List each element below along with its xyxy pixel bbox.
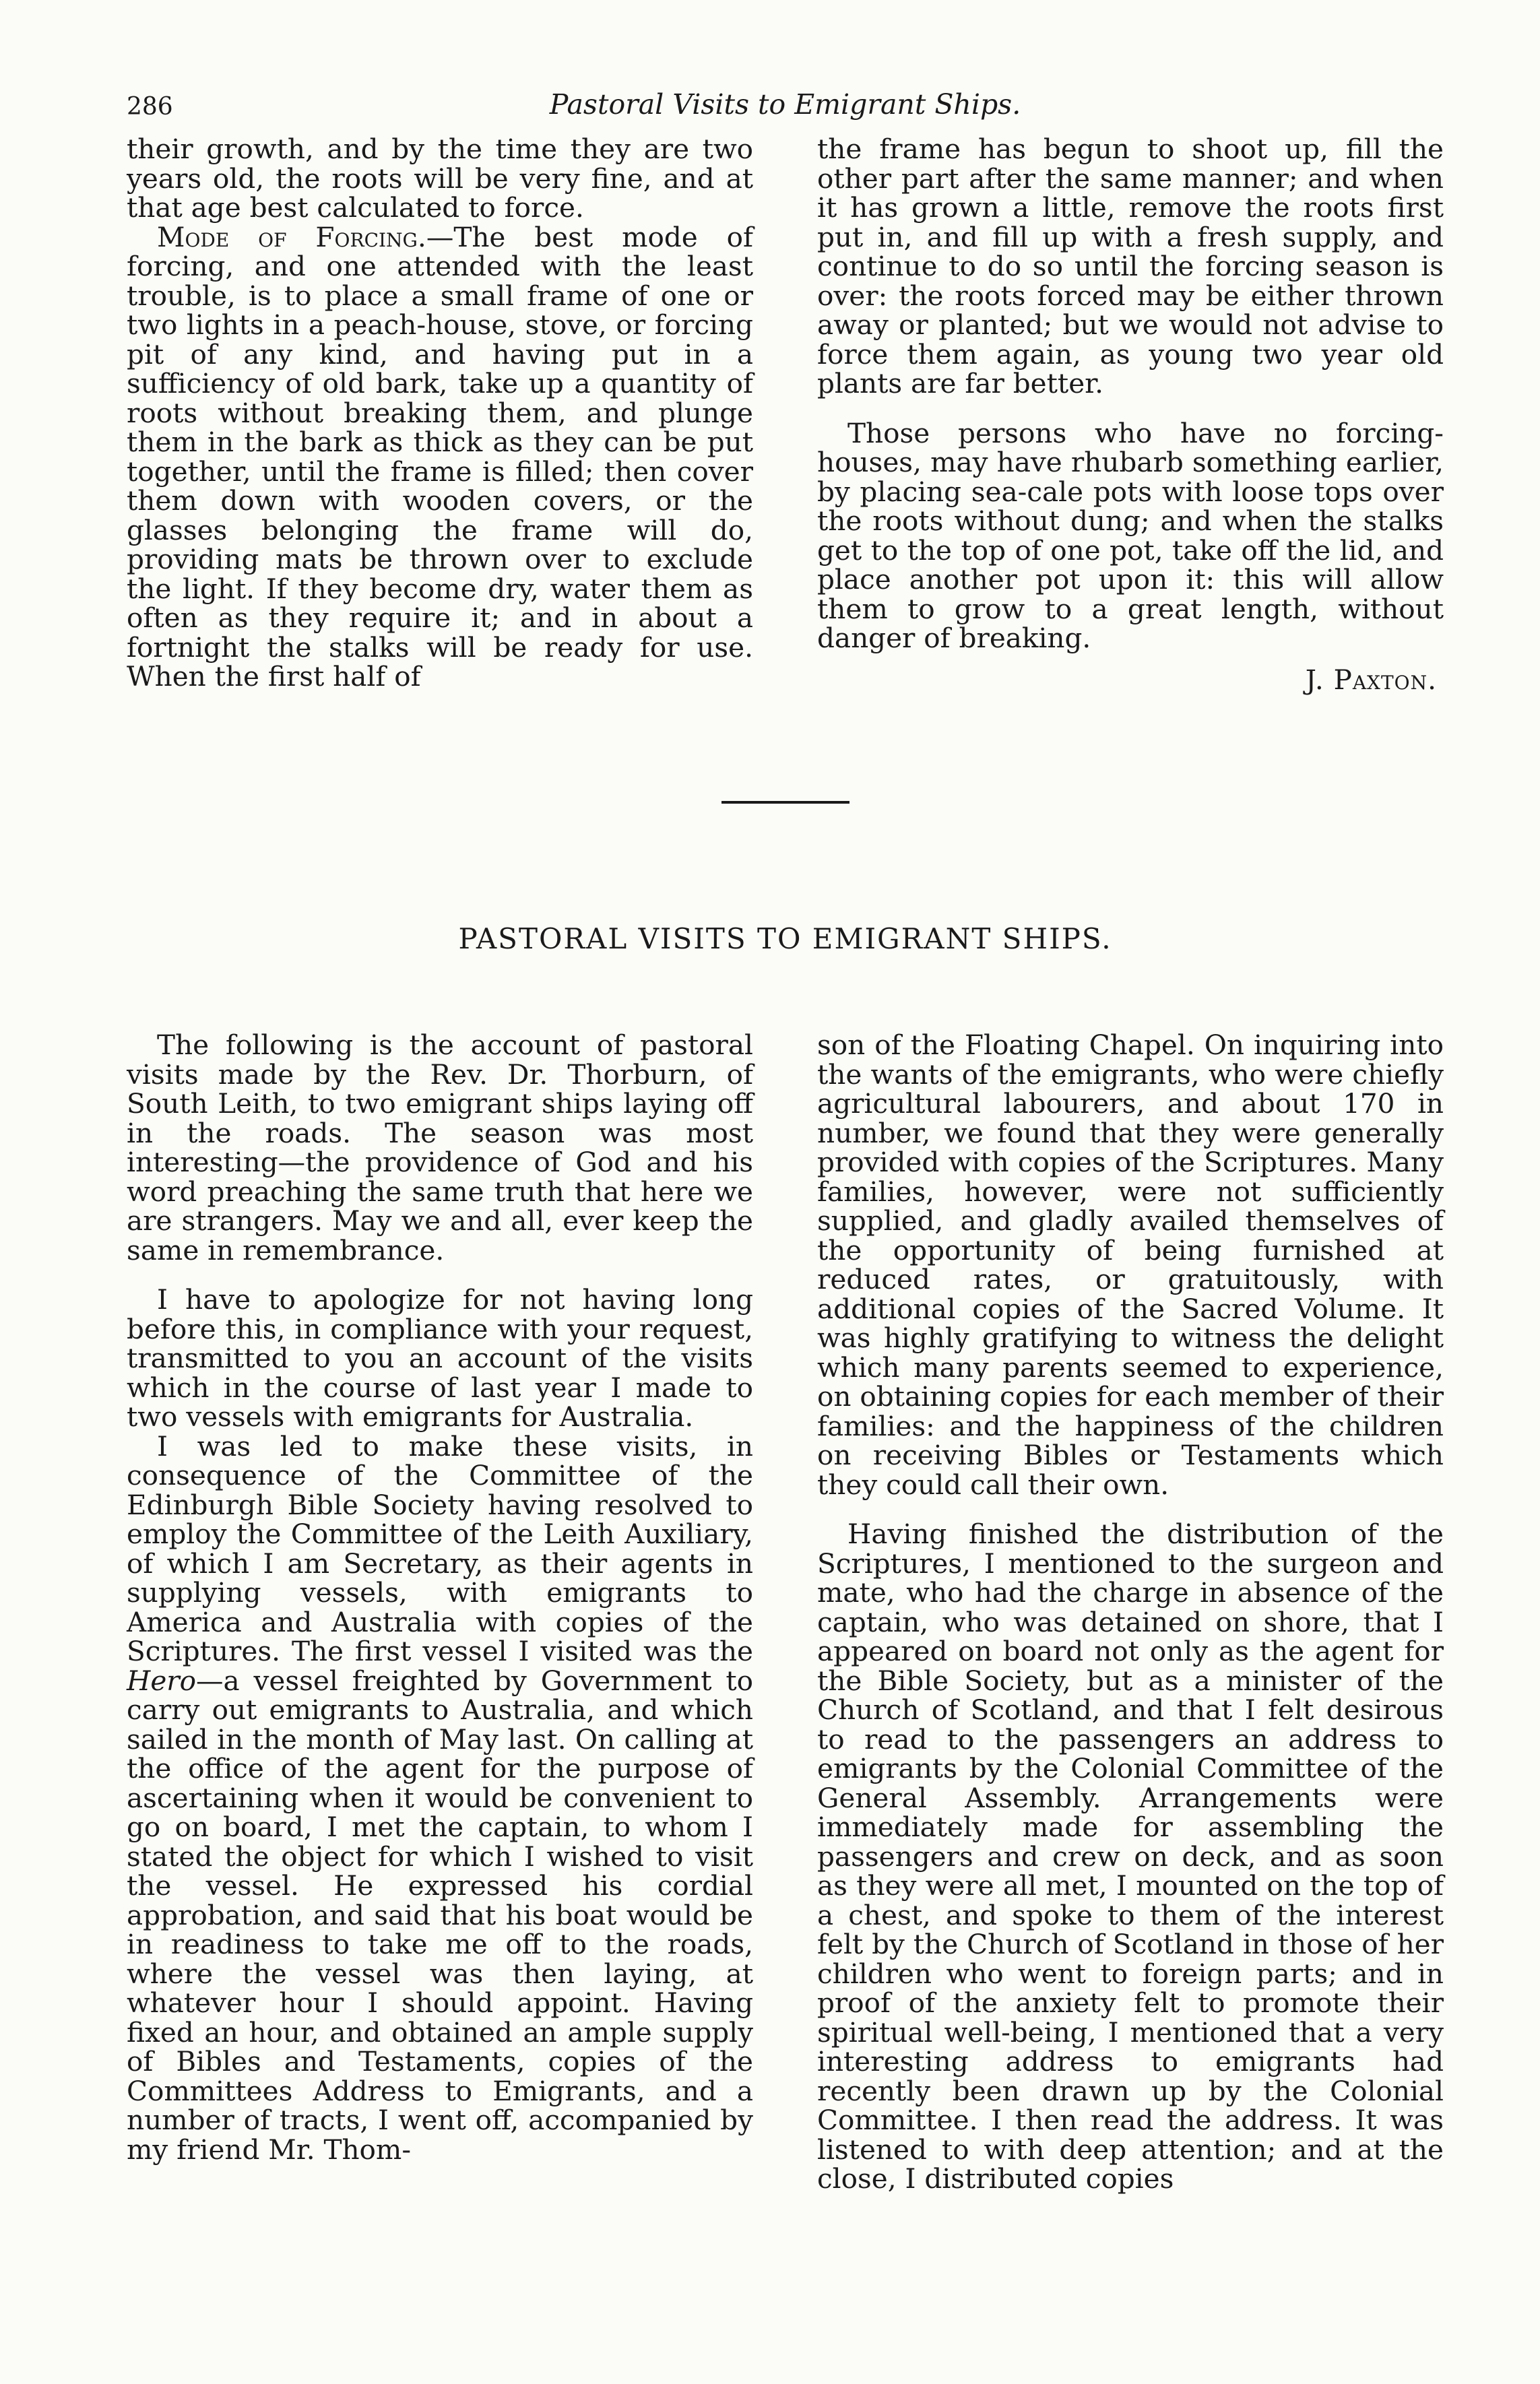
article-right-column	[817, 1031, 1444, 2194]
paragraph-text: —a vessel freighted by Government to carry out emigrants to Australia, and which sailed in the month of May last. On calling at the office of the agent for the purpose of ascertaining when it would be convenient to go on board, I met the captain, to whom I stated the object for which I wished to visit the vessel. He expressed his cordial approbation, and said that his boat would be in readiness to take me off to the roads, where the vessel was then laying, at whatever hour I should appoint. Having fixed an hour, and obtained an ample supply of Bibles and Testaments, copies of the Committees Address to Emigrants, and a number of tracts, I went off, accompanied by my friend Mr. Thom-	[127, 1664, 753, 2166]
article-title: PASTORAL VISITS TO EMIGRANT SHIPS.	[458, 922, 1112, 955]
author-signature: J. Paxton.	[1305, 663, 1437, 696]
running-title: Pastoral Visits to Emigrant Ships.	[549, 88, 1021, 121]
top-section	[127, 135, 1444, 695]
paragraph: I have to apologize for not having long before this, in compliance with your request, transmitted to you an account of the visits which in the course of last year I made to two vessels with emigrants for Australia.	[127, 1283, 753, 1433]
section-divider	[721, 801, 849, 804]
top-left-column	[127, 135, 753, 695]
paragraph	[127, 1429, 753, 2166]
page-number: 286	[127, 93, 173, 121]
paragraph: the frame has begun to shoot up, fill the other part after the same manner; and when it has grown a little, remove the roots first put in, and fill up with a fresh supply, and continue to do so until the forcing season is over: the roots forced may be either thrown away or planted; but we would not advise to force them again, as young two year old plants are far better.	[817, 133, 1444, 399]
paragraph: son of the Floating Chapel. On inquiring into the wants of the emigrants, who were chiefly agricultural labourers, and about 170 in number, we found that they were generally provided with copies of the Scriptures. Many families, however, were not sufficiently supplied, and gladly availed themselves of the opportunity of being furnished at reduced rates, or gratuitously, with additional copies of the Sacred Volume. It was highly gratifying to witness the delight which many parents seemed to experience, on obtaining copies for each member of their families: and the happiness of the children on receiving Bibles or Testaments which they could call their own.	[817, 1029, 1444, 1501]
paragraph: Having finished the distribution of the Scriptures, I mentioned to the surgeon and mate, who had the charge in absence of the captain, who was detained on shore, that I appeared on board not only as the agent for the Bible Society, but as a minister of the Church of Scotland, and that I felt desirous to read to the passengers an address to emigrants by the Colonial Committee of the General Assembly. Arrangements were immediately made for assembling the passengers and crew on deck, and as soon as they were all met, I mounted on the top of a chest, and spoke to them of the interest felt by the Church of Scotland in those of her children who went to foreign parts; and in proof of the anxiety felt to promote their spiritual well-being, I mentioned that a very interesting address to emigrants had recently been drawn up by the Colonial Committee. I then read the address. It was listened to with deep attention; and at the close, I distributed copies	[817, 1518, 1444, 2195]
paragraph-text: —The best mode of forcing, and one attended with the least trouble, is to place a small frame of one or two lights in a peach-house, stove, or forcing pit of any kind, and having put in a sufficiency of old bark, take up a quantity of roots without breaking them, and plunge them in the bark as thick as they can be put together, until the frame is filled; then cover them down with wooden covers, or the glasses belonging the frame will do, providing mats be thrown over to exclude the light. If they become dry, water them as often as they require it; and in about a fortnight the stalks will be ready for use. When the first half of	[127, 220, 753, 692]
paragraph-text: I was led to make these visits, in consequence of the Committee of the Edinburgh Bible Society having resolved to employ the Committee of the Leith Auxiliary, of which I am Secretary, as their agents in supplying vessels, with emigrants to America and Australia with copies of the Scriptures. The first vessel I visited was the	[127, 1429, 753, 1667]
paragraph: Those persons who have no forcing-houses, may have rhubarb something earlier, by placing sea-cale pots with loose tops over the roots without dung; and when the stalks get to the top of one pot, take off the lid, and place another pot upon it: this will allow them to grow to a great length, without danger of breaking.	[817, 416, 1444, 654]
paragraph: their growth, and by the time they are two years old, the roots will be very fine, and at that age best calculated to force.	[127, 133, 753, 224]
paragraph	[127, 220, 753, 692]
section-heading: Mode of Forcing.	[157, 220, 426, 253]
top-right-column	[817, 135, 1444, 695]
paragraph: The following is the account of pastoral visits made by the Rev. Dr. Thorburn, of South Leith, to two emigrant ships laying off in the roads. The season was most interesting—the providence of God and his word preaching the same truth that here we are strangers. May we and all, ever keep the same in remembrance.	[127, 1029, 753, 1266]
article-left-column	[127, 1031, 753, 2194]
ship-name: Hero	[127, 1664, 197, 1697]
page	[127, 88, 1444, 2331]
article-body	[127, 1031, 1444, 2194]
running-head	[127, 88, 1444, 135]
